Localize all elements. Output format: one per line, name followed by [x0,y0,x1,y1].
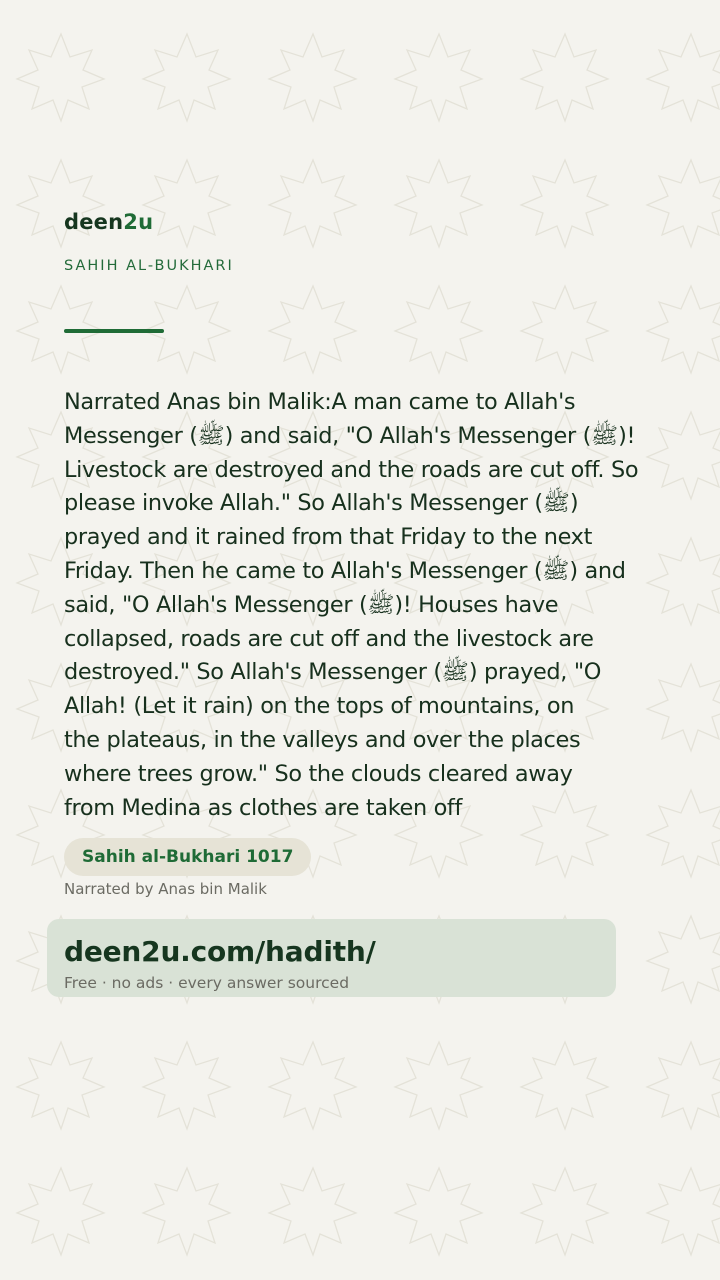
brand-name-prefix: deen [64,210,124,234]
hadith-reference-badge: Sahih al-Bukhari 1017 [64,838,311,876]
site-tagline: Free · no ads · every answer sourced [64,974,350,992]
accent-divider [64,329,164,333]
narrator-line: Narrated by Anas bin Malik [64,880,267,898]
brand-logo [64,210,153,234]
site-url-link[interactable]: deen2u.com/hadith/ [64,935,376,968]
hadith-text: Narrated Anas bin Malik:A man came to Allah's Messenger (ﷺ) and said, "O Allah's Messenger (ﷺ)! Livestock are destroyed and the roads are cut off. So please invoke Allah." So Allah's Messenger (ﷺ) prayed and it rained from that Friday to the next Friday. Then he came to Allah's Messenger (ﷺ) and said, "O Allah's Messenger (ﷺ)! Houses have collapsed, roads are cut off and the livestock are destroyed." So Allah's Messenger (ﷺ) prayed, "O Allah! (Let it rain) on the tops of mountains, on the plateaus, in the valleys and over the places where trees grow." So the clouds cleared away from Medina as clothes are taken off [64,389,639,821]
collection-label: SAHIH AL-BUKHARI [64,258,234,274]
brand-name-suffix: 2u [123,210,154,234]
site-link-card[interactable] [47,919,616,997]
